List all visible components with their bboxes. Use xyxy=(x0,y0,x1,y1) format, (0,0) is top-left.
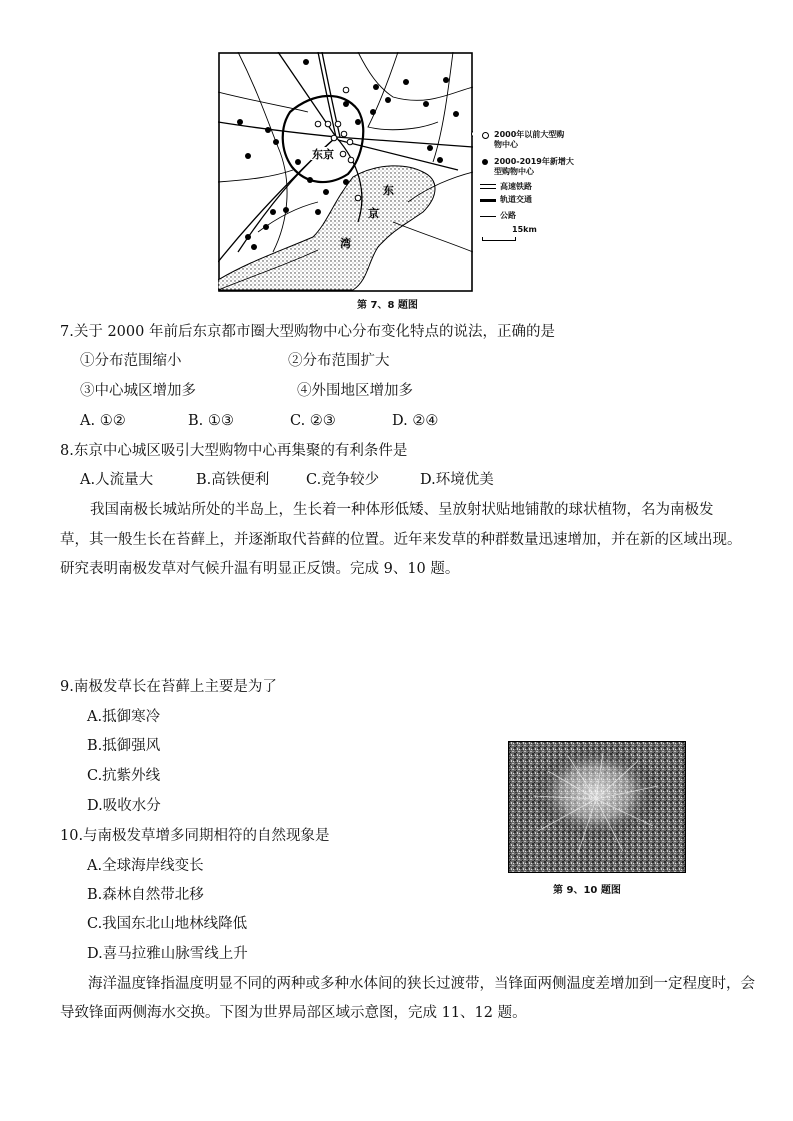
legend-before-2000: 2000年以前大型购物中心 xyxy=(494,130,565,149)
q9-option-c[interactable]: C.抗紫外线 xyxy=(87,768,161,784)
figure1-caption: 第 7、8 题图 xyxy=(357,300,418,311)
intro2-line-3: 研究表明南极发草对气候升温有明显正反馈。完成 9、10 题。 xyxy=(60,561,460,577)
q10-option-c[interactable]: C.我国东北山地林线降低 xyxy=(87,916,248,932)
intro3-line-1: 海洋温度锋指温度明显不同的两种或多种水体间的狭长过渡带，当锋面两侧温度差增加到一定程度时，会 xyxy=(88,976,755,992)
q7-option-c[interactable]: C. ②③ xyxy=(290,413,336,429)
q9-option-a[interactable]: A.抵御寒冷 xyxy=(87,709,161,725)
q7-statement-4: ④外围地区增加多 xyxy=(297,383,413,399)
antarctic-hairgrass-photo xyxy=(508,741,686,873)
map-legend xyxy=(472,132,474,137)
q7-statement-2: ②分布范围扩大 xyxy=(288,353,390,369)
q9-option-b[interactable]: B.抵御强风 xyxy=(87,738,161,754)
q10-stem: 10.与南极发草增多同期相符的自然现象是 xyxy=(60,828,330,844)
q10-option-a[interactable]: A.全球海岸线变长 xyxy=(87,858,204,874)
q7-stem: 7.关于 2000 年前后东京都市圈大型购物中心分布变化特点的说法，正确的是 xyxy=(60,324,555,340)
q10-option-d[interactable]: D.喜马拉雅山脉雪线上升 xyxy=(87,946,248,962)
q7-option-b[interactable]: B. ①③ xyxy=(188,413,234,429)
q8-stem: 8.东京中心城区吸引大型购物中心再集聚的有利条件是 xyxy=(60,443,408,459)
figure2-caption: 第 9、10 题图 xyxy=(553,885,621,896)
legend-road: 公路 xyxy=(500,211,516,220)
map-legend-text xyxy=(482,130,582,235)
bay-label-3: 湾 xyxy=(340,237,351,250)
legend-rail: 轨道交通 xyxy=(500,195,532,204)
tokyo-label: 东京 xyxy=(312,148,334,161)
legend-after-2000: 2000-2019年新增大型购物中心 xyxy=(494,157,574,176)
bay-label-1: 东 xyxy=(383,184,394,197)
intro2-line-1: 我国南极长城站所处的半岛上，生长着一种体形低矮、呈放射状贴地铺散的球状植物，名为南极发 xyxy=(90,502,714,518)
q8-option-d[interactable]: D.环境优美 xyxy=(420,472,494,488)
q9-option-d[interactable]: D.吸收水分 xyxy=(87,798,161,814)
q8-option-b[interactable]: B.高铁便利 xyxy=(196,472,270,488)
q7-statement-3: ③中心城区增加多 xyxy=(80,383,196,399)
legend-railway: 高速铁路 xyxy=(500,182,532,191)
legend-scale: 15km xyxy=(512,225,537,234)
intro2-line-2: 草，其一般生长在苔藓上，并逐渐取代苔藓的位置。近年来发草的种群数量迅速增加，并在新的区域出现。 xyxy=(60,532,742,548)
q8-option-a[interactable]: A.人流量大 xyxy=(80,472,154,488)
q8-option-c[interactable]: C.竞争较少 xyxy=(306,472,380,488)
bay-label-2: 京 xyxy=(368,207,379,220)
intro3-line-2: 导致锋面两侧海水交换。下图为世界局部区域示意图，完成 11、12 题。 xyxy=(60,1005,527,1021)
q7-option-a[interactable]: A. ①② xyxy=(80,413,126,429)
tokyo-map-figure xyxy=(218,52,473,292)
q7-option-d[interactable]: D. ②④ xyxy=(392,413,439,429)
q9-stem: 9.南极发草长在苔藓上主要是为了 xyxy=(60,679,277,695)
q10-option-b[interactable]: B.森林自然带北移 xyxy=(87,887,204,903)
q7-statement-1: ①分布范围缩小 xyxy=(80,353,182,369)
